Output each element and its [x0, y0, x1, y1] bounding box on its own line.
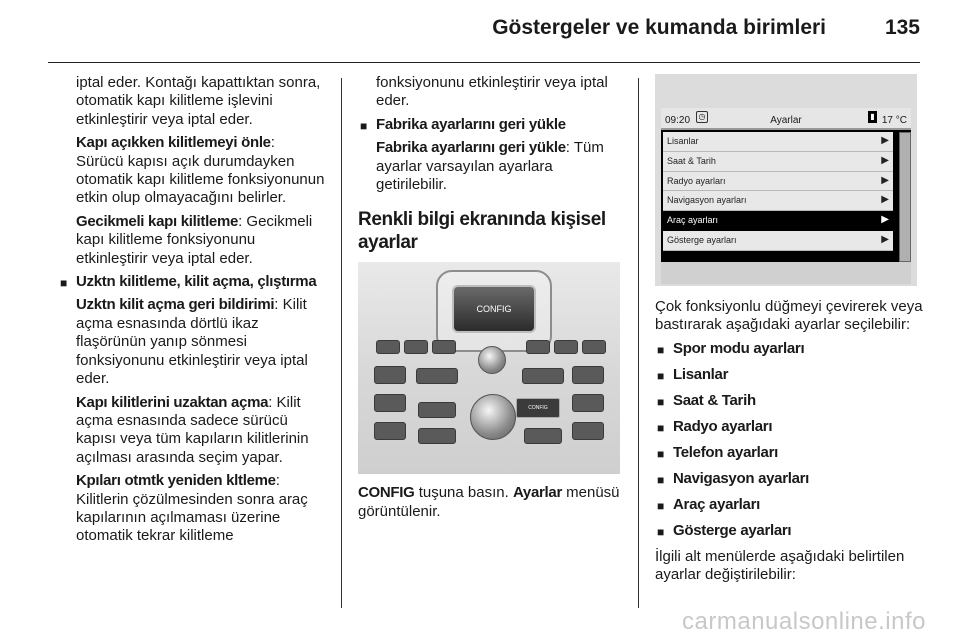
term-text: : Gecikmeli kapı kilitleme fonksiyonunu etkinleştirir veya iptal eder. [76, 212, 313, 267]
menu-item[interactable] [663, 211, 893, 231]
control-button-icon [374, 422, 406, 440]
paragraph: İlgili alt menülerde aşağıdaki belirtilen ayarlar değiştirilebilir: [655, 547, 905, 584]
paragraph [58, 134, 326, 208]
term-text: : Kilit açma esnasında sadece sürücü kapısı veya tüm kapıların kilitlerinin açılması arasında seçim yapar. [76, 393, 309, 466]
paragraph [58, 296, 326, 388]
menu-item-label: Radyo ayarları [667, 175, 726, 186]
bullet-text: Telefon ayarları [673, 443, 778, 461]
bullet-text: Radyo ayarları [673, 417, 773, 435]
paragraph [358, 484, 626, 521]
bullet-square-icon: ■ [657, 368, 665, 383]
paragraph: iptal eder. Kontağı kapattıktan sonra, otomatik kapı kilitleme işlevini etkinleştirir veya iptal eder. [76, 74, 321, 128]
bullet-text: Araç ayarları [673, 495, 761, 513]
paragraph [58, 394, 326, 468]
bullet-item [655, 470, 925, 488]
menu-item[interactable] [663, 191, 893, 211]
bullet-item [655, 496, 925, 514]
bullet-square-icon: ■ [657, 420, 665, 435]
settings-bullet-list [655, 340, 925, 540]
header-title: Göstergeler ve kumanda birimleri [492, 16, 826, 39]
column-1 [58, 74, 326, 551]
menu-item-label: Gösterge ayarları [667, 234, 737, 245]
menu-item-label: Saat & Tarih [667, 155, 716, 166]
control-button-icon [522, 368, 564, 384]
config-button-label: CONFIG [476, 304, 512, 315]
term: Gecikmeli kapı kilitleme [76, 212, 239, 230]
preset-button-icon [554, 340, 578, 354]
bullet-square-icon: ■ [60, 276, 68, 291]
column-divider-2 [638, 78, 639, 608]
preset-button-icon [404, 340, 428, 354]
bullet-item [655, 444, 925, 462]
chevron-right-icon: ▶ [881, 154, 889, 166]
volume-knob-icon [478, 346, 506, 374]
term: Kapı açıkken kilitlemeyi önle [76, 134, 271, 152]
menu-item-label: Araç ayarları [667, 215, 719, 226]
menu-scrollbar [899, 132, 911, 262]
control-button-icon [572, 394, 604, 412]
menu-item[interactable] [663, 172, 893, 192]
settings-menu-list [663, 132, 893, 251]
section-heading: Renkli bilgi ekranında kişisel ayarlar [358, 209, 606, 254]
bullet-square-icon: ■ [657, 342, 665, 357]
bullet-square-icon: ■ [657, 446, 665, 461]
paragraph [358, 139, 626, 194]
menu-item[interactable] [663, 132, 893, 152]
control-button-icon [418, 428, 456, 444]
control-panel-illustration [358, 262, 620, 474]
term: Kapı kilitlerini uzaktan açma [76, 393, 269, 411]
screen-temperature: 17 °C [881, 115, 907, 126]
chevron-right-icon: ▶ [881, 214, 889, 226]
bullet-text: Navigasyon ayarları [673, 469, 810, 487]
bullet-text: Gösterge ayarları [673, 521, 792, 539]
clock-icon: ◷ [696, 111, 708, 123]
control-button-icon [572, 422, 604, 440]
bullet-square-icon: ■ [657, 498, 665, 513]
bullet-text: Saat & Tarih [673, 391, 756, 409]
column-3 [655, 74, 925, 590]
bullet-item [655, 522, 925, 540]
paragraph [58, 472, 326, 546]
control-button-icon [572, 366, 604, 384]
bullet-item [655, 366, 925, 384]
term-text: : Kilitlerin çözülmesinden sonra araç kapılarının açılmaması üzerine otomatik tekrar kilitleme [76, 472, 308, 545]
bullet-item [655, 392, 925, 410]
multifunction-knob-icon [470, 394, 516, 440]
term: Fabrika ayarlarını geri yükle [376, 139, 566, 157]
config-button-highlight [452, 285, 536, 333]
chevron-right-icon: ▶ [881, 135, 889, 146]
chevron-right-icon: ▶ [881, 194, 889, 206]
preset-button-icon [526, 340, 550, 354]
bullet-item [358, 116, 626, 134]
phone-icon: ▮ [868, 111, 877, 123]
bullet-text: Uzktn kilitleme, kilit açma, çlıştırma [76, 273, 317, 291]
config-button-small: CONFIG [516, 398, 560, 418]
bullet-square-icon: ■ [657, 524, 665, 539]
bullet-text: Fabrika ayarlarını geri yükle [376, 115, 566, 133]
page-header [48, 0, 920, 63]
display-screenshot [655, 74, 917, 286]
paragraph [58, 213, 326, 268]
term: Uzktn kilit açma geri bildirimi [76, 296, 275, 314]
control-button-icon [524, 428, 562, 444]
control-button-icon [418, 402, 456, 418]
bullet-square-icon: ■ [657, 472, 665, 487]
control-button-icon [374, 394, 406, 412]
screen-title: Ayarlar [770, 115, 802, 126]
control-button-icon [374, 366, 406, 384]
watermark: carmanualsonline.info [682, 608, 926, 635]
column-2 [358, 74, 626, 526]
term: CONFIG [358, 484, 415, 502]
term: Kpıları otmtk yeniden kltleme [76, 472, 276, 490]
screen-bezel [655, 74, 917, 108]
bullet-text: Lisanlar [673, 365, 729, 383]
paragraph: fonksiyonunu etkinleştirir veya iptal eder. [376, 74, 608, 110]
term-text: tuşuna basın. [414, 484, 513, 502]
menu-item[interactable] [663, 231, 893, 251]
bullet-square-icon: ■ [360, 118, 368, 133]
menu-item-label: Lisanlar [667, 136, 699, 146]
column-divider-1 [341, 78, 342, 608]
term-text: : Kilit açma esnasında dörtlü ikaz flaşörünün yanıp sönmesi fonksiyonunu etkinleştirir veya iptal eder. [76, 296, 308, 388]
term-text: : Sürücü kapısı açık durumdayken otomatik kapı kilitleme fonksiyonunun etkin olup olmayacağını belirler. [76, 134, 325, 207]
term-text: menüsü görüntülenir. [358, 484, 620, 520]
screen-time: 09:20 [665, 115, 691, 126]
chevron-right-icon: ▶ [881, 233, 889, 245]
paragraph: Çok fonksiyonlu düğmeyi çevirerek veya bastırarak aşağıdaki ayarlar seçilebilir: [655, 298, 923, 334]
bullet-item [655, 418, 925, 436]
control-button-icon [416, 368, 458, 384]
bullet-item [655, 340, 925, 358]
page-number: 135 [884, 16, 920, 39]
bullet-square-icon: ■ [657, 394, 665, 409]
term-text: : Tüm ayarlar varsayılan ayarlara getirilebilir. [376, 139, 604, 194]
chevron-right-icon: ▶ [881, 174, 889, 186]
bullet-text: Spor modu ayarları [673, 339, 805, 357]
bullet-item [58, 273, 326, 291]
preset-button-icon [432, 340, 456, 354]
preset-button-icon [376, 340, 400, 354]
screen-footer [661, 262, 911, 284]
term: Ayarlar [512, 484, 562, 502]
preset-button-icon [582, 340, 606, 354]
menu-item[interactable] [663, 152, 893, 172]
menu-item-label: Navigasyon ayarları [667, 195, 747, 206]
screen-status-bar [661, 108, 911, 130]
